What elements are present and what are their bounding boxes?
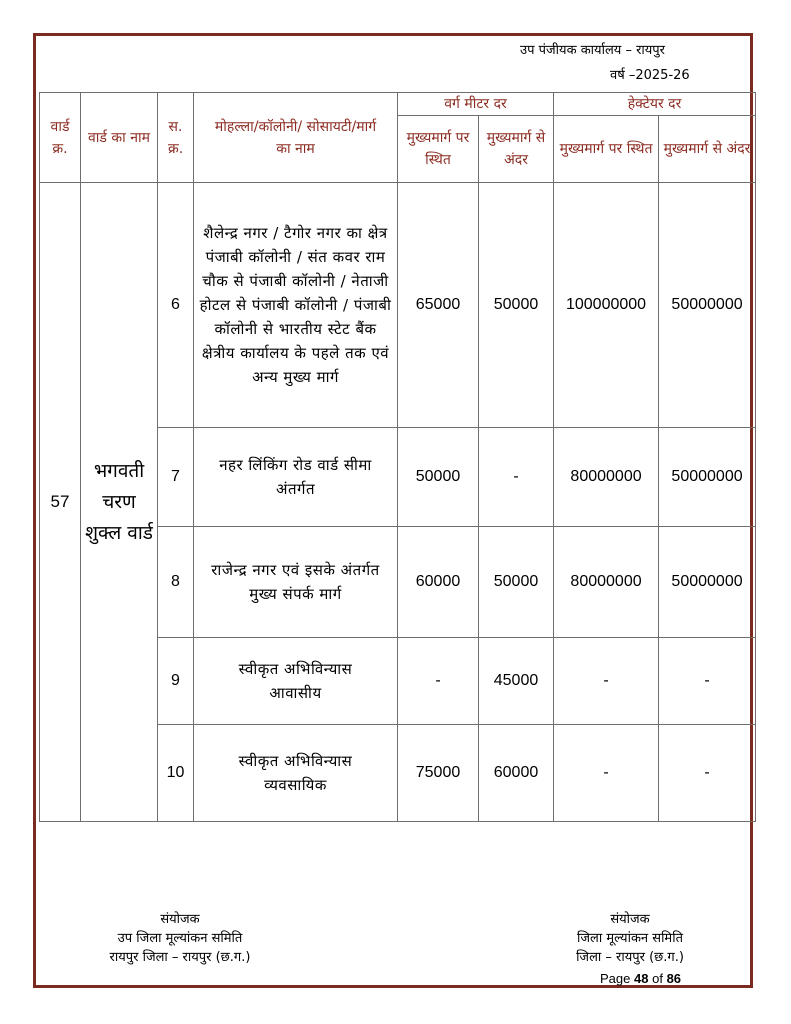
sqm-main-cell: 65000 bbox=[398, 183, 479, 428]
right-signature-title: संयोजक bbox=[610, 912, 650, 927]
sqm-inside-cell: 50000 bbox=[479, 527, 554, 638]
sqm-inside-cell: - bbox=[479, 428, 554, 527]
header-locality: मोहल्ला/कॉलोनी/ सोसायटी/मार्ग का नाम bbox=[194, 93, 398, 183]
rate-table bbox=[39, 92, 756, 822]
ha-main-cell: 100000000 bbox=[554, 183, 659, 428]
right-signature-location: जिला – रायपुर (छ.ग.) bbox=[576, 950, 684, 965]
page-of: of bbox=[652, 971, 663, 986]
ha-inside-cell: - bbox=[659, 725, 756, 822]
right-signature-committee: जिला मूल्यांकन समिति bbox=[577, 931, 683, 946]
header-serial: स. क्र. bbox=[158, 93, 194, 183]
locality-cell: राजेन्द्र नगर एवं इसके अंतर्गत मुख्य संपर्क मार्ग bbox=[194, 527, 398, 638]
header-ward-name: वार्ड का नाम bbox=[81, 93, 158, 183]
locality-cell: शैलेन्द्र नगर / टैगोर नगर का क्षेत्र पंजाबी कॉलोनी / संत कवर राम चौक से पंजाबी कॉलोनी / नेताजी होटल से पंजाबी कॉलोनी / पंजाबी कॉलोनी से भारतीय स्टेट बैंक क्षेत्रीय कार्यालय के पहले तक एवं अन्य मुख्य मार्ग bbox=[194, 183, 398, 428]
ha-main-cell: 80000000 bbox=[554, 428, 659, 527]
header-hectare-rate: हेक्टेयर दर bbox=[554, 93, 756, 116]
ha-main-cell: - bbox=[554, 725, 659, 822]
locality-cell: नहर लिंकिंग रोड वार्ड सीमा अंतर्गत bbox=[194, 428, 398, 527]
header-ward-no: वार्ड क्र. bbox=[40, 93, 81, 183]
sqm-main-cell: 60000 bbox=[398, 527, 479, 638]
page-total: 86 bbox=[666, 971, 682, 986]
serial-cell: 6 bbox=[158, 183, 194, 428]
year-label: वर्ष –2025-26 bbox=[610, 68, 690, 83]
locality-cell: स्वीकृत अभिविन्यास आवासीय bbox=[194, 638, 398, 725]
sqm-inside-cell: 50000 bbox=[479, 183, 554, 428]
sqm-main-cell: 50000 bbox=[398, 428, 479, 527]
ha-inside-cell: - bbox=[659, 638, 756, 725]
ward-name: भगवती चरण शुक्ल वार्ड bbox=[81, 183, 158, 822]
ha-inside-cell: 50000000 bbox=[659, 183, 756, 428]
header-ha-main: मुख्यमार्ग पर स्थित bbox=[554, 116, 659, 183]
header-sqm-inside: मुख्यमार्ग से अंदर bbox=[479, 116, 554, 183]
ha-main-cell: - bbox=[554, 638, 659, 725]
page-number bbox=[600, 971, 681, 986]
ha-inside-cell: 50000000 bbox=[659, 527, 756, 638]
serial-cell: 7 bbox=[158, 428, 194, 527]
table-row bbox=[40, 183, 756, 428]
header-sqm-main: मुख्यमार्ग पर स्थित bbox=[398, 116, 479, 183]
header-ha-inside: मुख्यमार्ग से अंदर bbox=[659, 116, 756, 183]
ha-main-cell: 80000000 bbox=[554, 527, 659, 638]
right-signature-block bbox=[545, 910, 715, 967]
sqm-main-cell: 75000 bbox=[398, 725, 479, 822]
page-current: 48 bbox=[634, 971, 649, 986]
serial-cell: 10 bbox=[158, 725, 194, 822]
ward-number: 57 bbox=[40, 183, 81, 822]
left-signature-committee: उप जिला मूल्यांकन समिति bbox=[117, 931, 243, 946]
sqm-main-cell: - bbox=[398, 638, 479, 725]
office-title: उप पंजीयक कार्यालय – रायपुर bbox=[520, 43, 665, 58]
sqm-inside-cell: 45000 bbox=[479, 638, 554, 725]
serial-cell: 9 bbox=[158, 638, 194, 725]
left-signature-location: रायपुर जिला – रायपुर (छ.ग.) bbox=[109, 950, 251, 965]
page-label: Page bbox=[600, 971, 631, 986]
serial-cell: 8 bbox=[158, 527, 194, 638]
locality-cell: स्वीकृत अभिविन्यास व्यवसायिक bbox=[194, 725, 398, 822]
ha-inside-cell: 50000000 bbox=[659, 428, 756, 527]
sqm-inside-cell: 60000 bbox=[479, 725, 554, 822]
left-signature-block bbox=[80, 910, 280, 967]
header-sqm-rate: वर्ग मीटर दर bbox=[398, 93, 554, 116]
left-signature-title: संयोजक bbox=[160, 912, 200, 927]
